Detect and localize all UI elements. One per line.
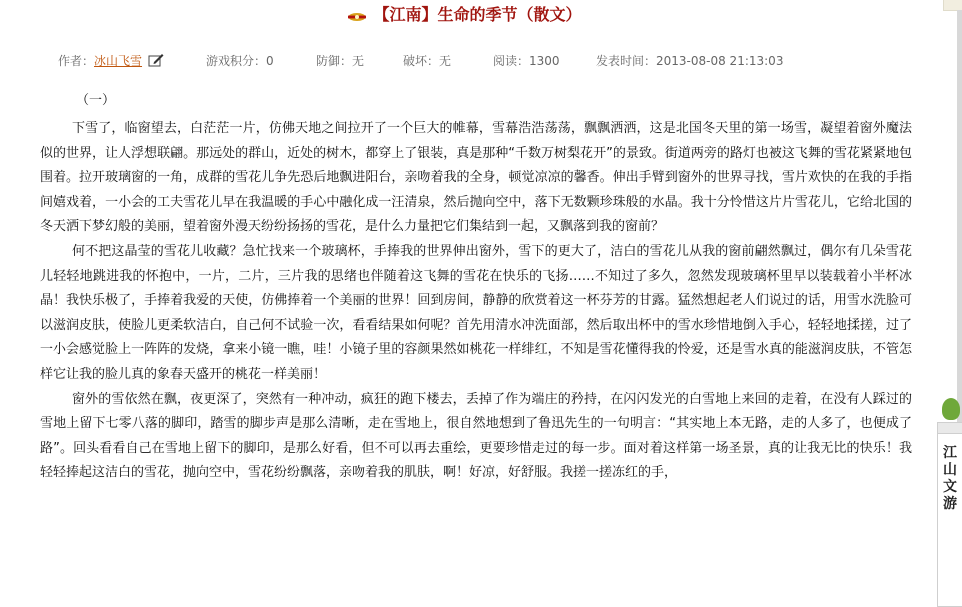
publish-time: 发表时间：2013-08-08 21:13:03	[596, 54, 784, 68]
destroy-value: 破坏：无	[403, 54, 452, 68]
author-info	[58, 52, 164, 69]
defense-value: 防御：无	[316, 54, 365, 68]
sidebar-tab[interactable]	[937, 422, 962, 607]
article-title-row	[0, 2, 930, 24]
article-title: 【江南】生命的季节（散文）	[373, 5, 582, 24]
author-label: 作者：	[58, 54, 95, 68]
title-decoration-icon	[348, 8, 366, 20]
game-points: 游戏积分：0	[206, 54, 274, 68]
read-count: 阅读：1300	[493, 54, 560, 68]
author-link[interactable]: 冰山飞雪	[94, 54, 143, 68]
sidebar-tab-label: 江山文游	[943, 445, 957, 512]
paragraph-2: 何不把这晶莹的雪花儿收藏？急忙找来一个玻璃杯，手捧我的世界伸出窗外，雪下的更大了，洁白的雪花儿从我的窗前翩然飘过，偶尔有几朵雪花儿轻轻地跳进我的怀抱中，一片，二片，三片我的思绪也伴随着这飞舞的雪花在快乐的飞扬……不知过了多久，忽然发现玻璃杯里早以装载着小半杯冰晶！我快乐极了，手捧着我爱的天使，仿佛捧着一个美丽的世界！回到房间，静静的欣赏着这一杯芬芳的甘露。猛然想起老人们说过的话，用雪水洗脸可以滋润皮肤，使脸儿更柔软洁白，自己何不试验一次，看看结果如何呢？首先用清水冲洗面部，然后取出杯中的雪水珍惜地倒入手心，轻轻地揉搓，过了一小会感觉脸上一阵阵的发烧，拿来小镜一瞧，哇！小镜子里的容颜果然如桃花一样绯红，不知是雪花懂得我的怜爱，还是雪水真的能滋润皮肤，不管怎样它让我的脸儿真的象春天盛开的桃花一样美丽！	[40, 243, 912, 382]
section-heading: （一）	[76, 93, 116, 108]
paragraph-3: 窗外的雪依然在飘，夜更深了，突然有一种冲动，疯狂的跑下楼去，丢掉了作为端庄的矜持，在闪闪发光的白雪地上来回的走着，在没有人踩过的雪地上留下七零八落的脚印，踏雪的脚步声是那么清晰，走在雪地上，很自然地想到了鲁迅先生的一句明言：“其实地上本无路，走的人多了，也便成了路”。回头看看自己在雪地上留下的脚印，是那么好看，但不可以再去重绘，更要珍惜走过的每一步。面对着这样第一场圣景，真的让我无比的快乐！我轻轻捧起这洁白的雪花，抛向空中，雪花纷纷飘落，亲吻着我的肌肤，啊！好凉，好舒服。我搓一搓冻红的手，	[40, 391, 912, 481]
edit-icon[interactable]	[148, 53, 164, 67]
paragraph-1: 下雪了，临窗望去，白茫茫一片，仿佛天地之间拉开了一个巨大的帷幕，雪幕浩浩荡荡，飘飘洒洒，这是北国冬天里的第一场雪，凝望着窗外魔法似的世界，让人浮想联翩。那远处的群山，近处的树木，都穿上了银装，真是那种“千数万树梨花开”的景致。街道两旁的路灯也被这飞舞的雪花紧紧地包围着。拉开玻璃窗的一角，成群的雪花儿争先恐后地飘进阳台，亲吻着我的全身，顿觉凉凉的馨香。伸出手臂到窗外的世界寻找，雪片欢快的在我的手指间嬉戏着，一小会的工夫雪花儿早在我温暖的手心中融化成一汪清泉，然后抛向空中，落下无数颗珍珠般的水晶。我十分怜惜这片片雪花儿，它给北国的冬天洒下梦幻般的美丽，望着窗外漫天纷纷扬扬的雪花，是什么力量把它们集结到一起，又飘落到我的窗前？	[40, 121, 912, 235]
right-sidebar	[930, 0, 962, 605]
article-body	[40, 89, 912, 486]
sidebar-badge-icon[interactable]	[942, 398, 960, 420]
sidebar-tab-header	[938, 423, 962, 434]
